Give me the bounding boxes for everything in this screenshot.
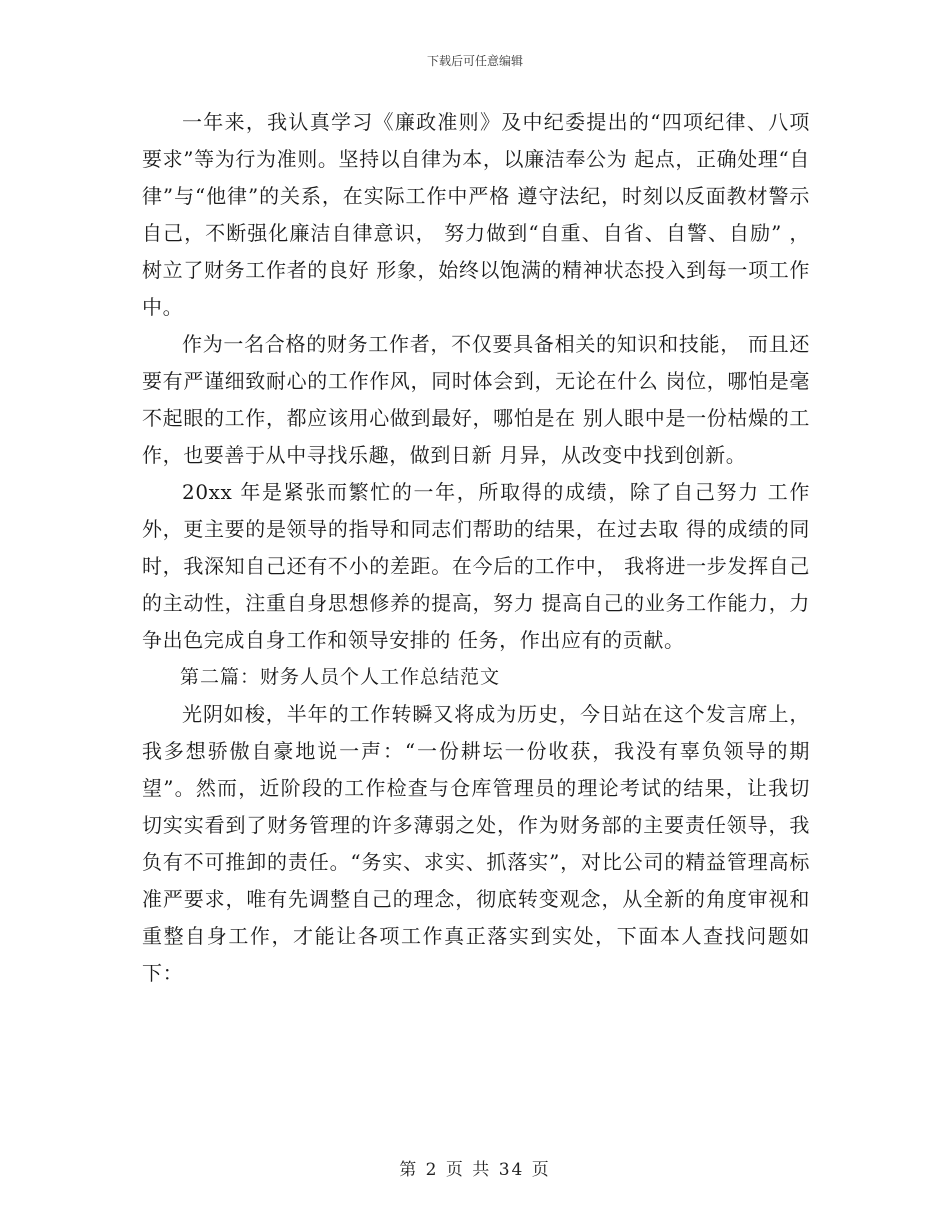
section-paragraph: 光阴如梭，半年的工作转瞬又将成为历史，今日站在这个发言席上，我多想骄傲自豪地说一声：“一份耕坛一份收获，我没有辜负领导的期望”。然而，近阶段的工作检查与仓库管理员的理论考试的结果，让我切切实实看到了财务管理的许多薄弱之处，作为财务部的主要责任领导，我负有不可推卸的责任。“务实、求实、抓落实”，对比公司的精益管理高标准严要求，唯有先调整自己的理念，彻底转变观念，从全新的角度审视和重整自身工作，才能让各项工作真正落实到实处，下面本人查找问题如下： — [142, 702, 810, 985]
document-body — [142, 104, 810, 992]
body-paragraph: 一年来，我认真学习《廉政准则》及中纪委提出的“四项纪律、八项要求”等为行为准则。坚持以自律为本，以廉洁奉公为 起点，正确处理“自律”与“他律”的关系，在实际工作中严格 遵守法纪，时刻以反面教材警示自己，不断强化廉洁自律意识， 努力做到“自重、自省、自警、自励” ，树立了财务工作者的良好 形象，始终以饱满的精神状态投入到每一项工作中。 — [142, 110, 810, 319]
body-paragraph: 20xx 年是紧张而繁忙的一年，所取得的成绩，除了自己努力 工作外，更主要的是领导的指导和同志们帮助的结果，在过去取 得的成绩的同时，我深知自己还有不小的差距。在今后的工作中， 我将进一步发挥自己的主动性，注重自身思想修养的提高，努力 提高自己的业务工作能力，力争出色完成自身工作和领导安排的 任务，作出应有的贡献。 — [142, 480, 810, 652]
section-heading: 第二篇：财务人员个人工作总结范文 — [180, 666, 501, 688]
page-number: 第 2 页 共 34 页 — [399, 1160, 551, 1180]
body-paragraph: 作为一名合格的财务工作者，不仅要具备相关的知识和技能， 而且还要有严谨细致耐心的工作作风，同时体会到，无论在什么 岗位，哪怕是毫不起眼的工作，都应该用心做到最好，哪怕是在 别人眼中是一份枯燥的工作，也要善于从中寻找乐趣，做到日新 月异，从改变中找到创新。 — [142, 332, 810, 467]
header-note: 下载后可任意编辑 — [426, 54, 523, 68]
